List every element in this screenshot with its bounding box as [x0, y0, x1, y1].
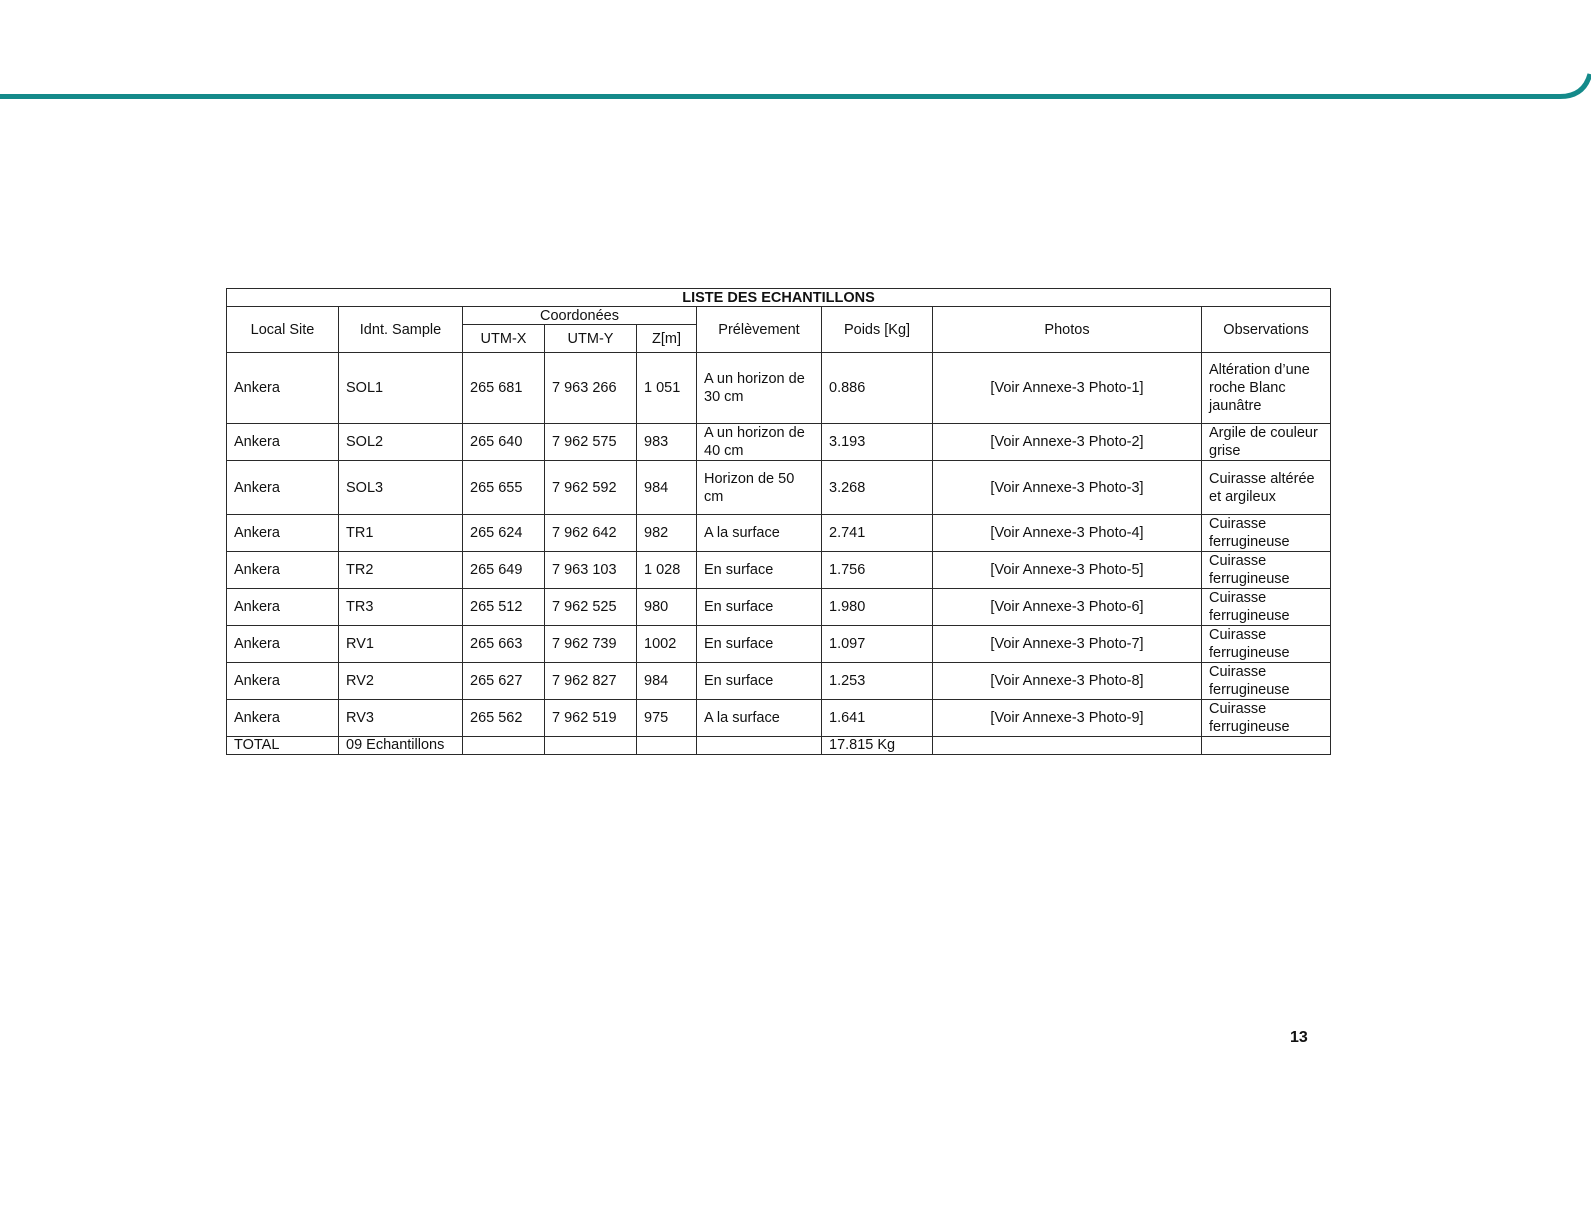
cell-utm-y: 7 962 592	[545, 461, 637, 515]
table-row	[227, 515, 1331, 552]
cell-observation: Cuirasse ferrugineuse	[1202, 663, 1331, 700]
cell-photo: [Voir Annexe-3 Photo-5]	[933, 552, 1202, 589]
header-coordinates: Coordonées	[463, 307, 697, 325]
cell-sample: SOL1	[339, 353, 463, 424]
cell-prelevement: A la surface	[697, 515, 822, 552]
cell-prelevement: A la surface	[697, 700, 822, 737]
cell-z: 984	[637, 663, 697, 700]
cell-utm-y: 7 962 642	[545, 515, 637, 552]
total-row	[227, 737, 1331, 755]
cell-site: Ankera	[227, 552, 339, 589]
page-number: 13	[1290, 1029, 1308, 1046]
cell-observation: Cuirasse ferrugineuse	[1202, 626, 1331, 663]
cell-photo: [Voir Annexe-3 Photo-7]	[933, 626, 1202, 663]
cell-utm-x: 265 562	[463, 700, 545, 737]
table-row	[227, 663, 1331, 700]
cell-poids: 1.097	[822, 626, 933, 663]
cell-photo: [Voir Annexe-3 Photo-2]	[933, 424, 1202, 461]
header-local-site: Local Site	[227, 307, 339, 353]
cell-prelevement: En surface	[697, 626, 822, 663]
cell-prelevement: Horizon de 50 cm	[697, 461, 822, 515]
cell-observation: Cuirasse ferrugineuse	[1202, 515, 1331, 552]
total-poids: 17.815 Kg	[822, 737, 933, 755]
cell-photo: [Voir Annexe-3 Photo-3]	[933, 461, 1202, 515]
cell-sample: SOL3	[339, 461, 463, 515]
cell-site: Ankera	[227, 700, 339, 737]
cell-site: Ankera	[227, 626, 339, 663]
header-utm-x: UTM-X	[463, 325, 545, 353]
cell-utm-y: 7 962 575	[545, 424, 637, 461]
cell-observation: Cuirasse ferrugineuse	[1202, 589, 1331, 626]
cell-sample: SOL2	[339, 424, 463, 461]
cell-observation: Cuirasse ferrugineuse	[1202, 700, 1331, 737]
cell-utm-y: 7 962 739	[545, 626, 637, 663]
samples-table	[226, 288, 1331, 755]
cell-utm-x: 265 627	[463, 663, 545, 700]
cell-prelevement: En surface	[697, 552, 822, 589]
cell-observation: Cuirasse altérée et argileux	[1202, 461, 1331, 515]
cell-z: 1002	[637, 626, 697, 663]
total-label: TOTAL	[227, 737, 339, 755]
cell-utm-y: 7 963 103	[545, 552, 637, 589]
cell-z: 1 051	[637, 353, 697, 424]
cell-poids: 1.980	[822, 589, 933, 626]
empty-cell	[463, 737, 545, 755]
cell-prelevement: A un horizon de 30 cm	[697, 353, 822, 424]
cell-prelevement: En surface	[697, 663, 822, 700]
cell-poids: 2.741	[822, 515, 933, 552]
cell-photo: [Voir Annexe-3 Photo-4]	[933, 515, 1202, 552]
cell-utm-x: 265 655	[463, 461, 545, 515]
header-observations: Observations	[1202, 307, 1331, 353]
header-z: Z[m]	[637, 325, 697, 353]
table-row	[227, 589, 1331, 626]
header-photos: Photos	[933, 307, 1202, 353]
header-sample-id: Idnt. Sample	[339, 307, 463, 353]
cell-prelevement: En surface	[697, 589, 822, 626]
cell-sample: TR1	[339, 515, 463, 552]
cell-photo: [Voir Annexe-3 Photo-6]	[933, 589, 1202, 626]
cell-observation: Altération d’une roche Blanc jaunâtre	[1202, 353, 1331, 424]
cell-z: 984	[637, 461, 697, 515]
cell-poids: 3.268	[822, 461, 933, 515]
cell-utm-x: 265 649	[463, 552, 545, 589]
cell-photo: [Voir Annexe-3 Photo-9]	[933, 700, 1202, 737]
table-row	[227, 552, 1331, 589]
table-row	[227, 700, 1331, 737]
table-row	[227, 424, 1331, 461]
header-rule-line	[0, 0, 1591, 110]
cell-site: Ankera	[227, 663, 339, 700]
empty-cell	[1202, 737, 1331, 755]
table-title: LISTE DES ECHANTILLONS	[227, 289, 1331, 307]
cell-sample: RV2	[339, 663, 463, 700]
cell-utm-x: 265 512	[463, 589, 545, 626]
cell-sample: TR2	[339, 552, 463, 589]
cell-observation: Argile de couleur grise	[1202, 424, 1331, 461]
table-row	[227, 353, 1331, 424]
header-utm-y: UTM-Y	[545, 325, 637, 353]
cell-site: Ankera	[227, 424, 339, 461]
empty-cell	[697, 737, 822, 755]
cell-utm-x: 265 663	[463, 626, 545, 663]
cell-poids: 3.193	[822, 424, 933, 461]
total-count: 09 Echantillons	[339, 737, 463, 755]
cell-utm-y: 7 962 827	[545, 663, 637, 700]
cell-utm-y: 7 963 266	[545, 353, 637, 424]
cell-prelevement: A un horizon de 40 cm	[697, 424, 822, 461]
cell-site: Ankera	[227, 353, 339, 424]
table-row	[227, 461, 1331, 515]
cell-photo: [Voir Annexe-3 Photo-1]	[933, 353, 1202, 424]
header-poids: Poids [Kg]	[822, 307, 933, 353]
cell-sample: TR3	[339, 589, 463, 626]
cell-z: 983	[637, 424, 697, 461]
cell-site: Ankera	[227, 589, 339, 626]
cell-utm-y: 7 962 525	[545, 589, 637, 626]
cell-utm-x: 265 681	[463, 353, 545, 424]
cell-poids: 1.756	[822, 552, 933, 589]
header-prelevement: Prélèvement	[697, 307, 822, 353]
cell-photo: [Voir Annexe-3 Photo-8]	[933, 663, 1202, 700]
cell-z: 975	[637, 700, 697, 737]
empty-cell	[545, 737, 637, 755]
cell-poids: 0.886	[822, 353, 933, 424]
cell-z: 1 028	[637, 552, 697, 589]
cell-utm-x: 265 640	[463, 424, 545, 461]
cell-z: 980	[637, 589, 697, 626]
empty-cell	[637, 737, 697, 755]
cell-site: Ankera	[227, 461, 339, 515]
cell-sample: RV3	[339, 700, 463, 737]
cell-z: 982	[637, 515, 697, 552]
cell-poids: 1.253	[822, 663, 933, 700]
cell-sample: RV1	[339, 626, 463, 663]
cell-poids: 1.641	[822, 700, 933, 737]
cell-observation: Cuirasse ferrugineuse	[1202, 552, 1331, 589]
empty-cell	[933, 737, 1202, 755]
cell-site: Ankera	[227, 515, 339, 552]
table-row	[227, 626, 1331, 663]
cell-utm-y: 7 962 519	[545, 700, 637, 737]
cell-utm-x: 265 624	[463, 515, 545, 552]
header-rule	[0, 0, 1591, 110]
